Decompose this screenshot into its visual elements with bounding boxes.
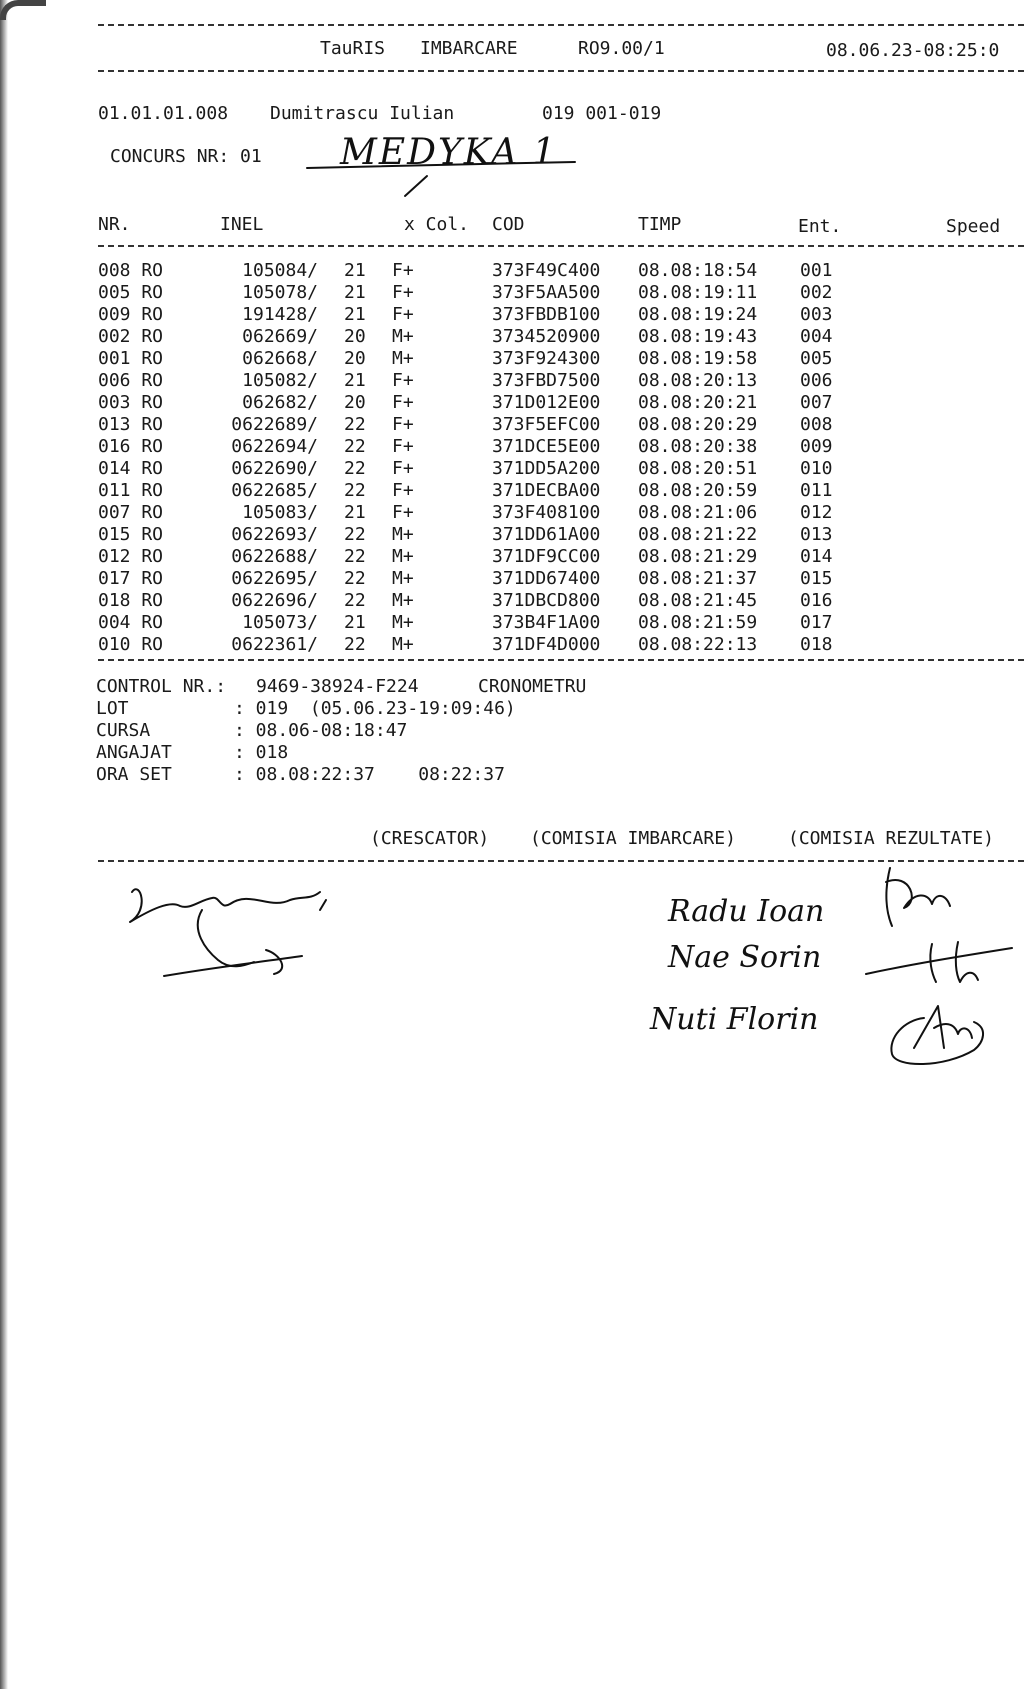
- owner-signature: [120, 870, 360, 990]
- cell-timp: 08.08:20:29: [638, 414, 758, 435]
- cell-inel: 062668/: [242, 348, 318, 369]
- scan-corner: [0, 0, 46, 20]
- cell-cod: 373B4F1A00: [492, 612, 601, 633]
- table-divider-top: [98, 245, 1024, 247]
- cell-cod: 371DECBA00: [492, 480, 601, 501]
- angajat-label: ANGAJAT: [96, 742, 172, 763]
- cell-yr: 20: [344, 348, 366, 369]
- caption-comisia-rezultate: (COMISIA REZULTATE): [788, 828, 994, 849]
- lot-label: LOT: [96, 698, 129, 719]
- cell-timp: 08.08:22:13: [638, 634, 758, 655]
- cell-yr: 22: [344, 568, 366, 589]
- cell-sex: F+: [392, 458, 414, 479]
- cell-timp: 08.08:21:29: [638, 546, 758, 567]
- cell-sex: M+: [392, 326, 414, 347]
- cell-inel: 0622689/: [231, 414, 318, 435]
- cell-inel: 0622694/: [231, 436, 318, 457]
- cell-ent: 004: [800, 326, 833, 347]
- cell-sex: M+: [392, 590, 414, 611]
- control-value: 9469-38924-F224: [256, 676, 419, 697]
- cell-inel: 0622695/: [231, 568, 318, 589]
- cell-nr: 010 RO: [98, 634, 164, 655]
- cell-ent: 005: [800, 348, 833, 369]
- cell-yr: 22: [344, 480, 366, 501]
- cell-nr: 011 RO: [98, 480, 164, 501]
- commission-signature-3: [884, 998, 1004, 1078]
- cell-ent: 013: [800, 524, 833, 545]
- header-divider-top: [98, 24, 1024, 26]
- cell-yr: 21: [344, 260, 366, 281]
- cell-yr: 22: [344, 634, 366, 655]
- cell-cod: 371D012E00: [492, 392, 601, 413]
- col-header-xcol: x Col.: [404, 214, 470, 235]
- cell-ent: 002: [800, 282, 833, 303]
- cell-yr: 20: [344, 326, 366, 347]
- cell-timp: 08.08:20:21: [638, 392, 758, 413]
- cell-cod: 371DD67400: [492, 568, 601, 589]
- commission-signature-2: [862, 930, 1022, 990]
- cell-ent: 001: [800, 260, 833, 281]
- cell-timp: 08.08:21:45: [638, 590, 758, 611]
- header-system: TauRIS: [320, 38, 386, 59]
- cell-nr: 001 RO: [98, 348, 164, 369]
- cell-nr: 017 RO: [98, 568, 164, 589]
- commission-signature-1: [880, 862, 960, 932]
- cell-timp: 08.08:20:51: [638, 458, 758, 479]
- cell-timp: 08.08:21:22: [638, 524, 758, 545]
- cell-nr: 014 RO: [98, 458, 164, 479]
- cell-ent: 016: [800, 590, 833, 611]
- cell-sex: F+: [392, 436, 414, 457]
- cell-yr: 22: [344, 414, 366, 435]
- cell-ent: 009: [800, 436, 833, 457]
- cell-ent: 014: [800, 546, 833, 567]
- cell-timp: 08.08:21:37: [638, 568, 758, 589]
- cell-inel: 062682/: [242, 392, 318, 413]
- cell-ent: 017: [800, 612, 833, 633]
- col-header-speed: Speed: [946, 216, 1001, 237]
- cell-inel: 0622696/: [231, 590, 318, 611]
- cell-timp: 08.08:19:24: [638, 304, 758, 325]
- cell-nr: 003 RO: [98, 392, 164, 413]
- cell-ent: 018: [800, 634, 833, 655]
- cell-inel: 191428/: [242, 304, 318, 325]
- col-header-cod: COD: [492, 214, 525, 235]
- cell-nr: 004 RO: [98, 612, 164, 633]
- angajat-value: : 018: [234, 742, 289, 763]
- col-header-nr: NR.: [98, 214, 131, 235]
- cell-cod: 371DD61A00: [492, 524, 601, 545]
- cell-timp: 08.08:20:13: [638, 370, 758, 391]
- cell-sex: F+: [392, 282, 414, 303]
- cell-inel: 0622693/: [231, 524, 318, 545]
- cell-timp: 08.08:19:43: [638, 326, 758, 347]
- cell-ent: 015: [800, 568, 833, 589]
- ora-set-label: ORA SET: [96, 764, 172, 785]
- control-label: CONTROL NR.:: [96, 676, 227, 697]
- caption-crescator: (CRESCATOR): [370, 828, 490, 849]
- cell-inel: 0622685/: [231, 480, 318, 501]
- cell-cod: 371DCE5E00: [492, 436, 601, 457]
- commission-name-1: Radu Ioan: [668, 894, 825, 929]
- header-code: RO9.00/1: [578, 38, 665, 59]
- cell-sex: M+: [392, 524, 414, 545]
- table-divider-bottom: [98, 659, 1024, 661]
- cell-cod: 3734520900: [492, 326, 601, 347]
- col-header-timp: TIMP: [638, 214, 682, 235]
- cell-cod: 373F408100: [492, 502, 601, 523]
- cell-ent: 010: [800, 458, 833, 479]
- cell-cod: 373F5EFC00: [492, 414, 601, 435]
- cell-inel: 0622361/: [231, 634, 318, 655]
- cell-cod: 371DD5A200: [492, 458, 601, 479]
- cell-yr: 21: [344, 304, 366, 325]
- header-datetime: 08.06.23-08:25:0: [826, 40, 1000, 61]
- cell-nr: 009 RO: [98, 304, 164, 325]
- cursa-value: : 08.06-08:18:47: [234, 720, 408, 741]
- cell-ent: 008: [800, 414, 833, 435]
- contest-handwritten-name: MEDYKA 1: [340, 132, 558, 173]
- cell-yr: 21: [344, 612, 366, 633]
- cell-ent: 003: [800, 304, 833, 325]
- col-header-ent: Ent.: [798, 216, 842, 237]
- cell-yr: 22: [344, 436, 366, 457]
- cell-sex: F+: [392, 414, 414, 435]
- cell-cod: 373FBD7500: [492, 370, 601, 391]
- cell-nr: 007 RO: [98, 502, 164, 523]
- cell-inel: 0622688/: [231, 546, 318, 567]
- cell-nr: 018 RO: [98, 590, 164, 611]
- cell-inel: 105083/: [242, 502, 318, 523]
- cell-timp: 08.08:20:59: [638, 480, 758, 501]
- cell-cod: 371DF4D000: [492, 634, 601, 655]
- cell-timp: 08.08:19:11: [638, 282, 758, 303]
- cell-nr: 005 RO: [98, 282, 164, 303]
- cell-inel: 105078/: [242, 282, 318, 303]
- col-header-inel: INEL: [220, 214, 264, 235]
- contest-underline: [305, 160, 585, 200]
- cell-inel: 062669/: [242, 326, 318, 347]
- cell-sex: F+: [392, 502, 414, 523]
- cell-sex: M+: [392, 634, 414, 655]
- cell-sex: M+: [392, 546, 414, 567]
- header-module: IMBARCARE: [420, 38, 518, 59]
- cell-inel: 105073/: [242, 612, 318, 633]
- scan-edge: [0, 0, 8, 1689]
- cell-nr: 016 RO: [98, 436, 164, 457]
- cell-inel: 105082/: [242, 370, 318, 391]
- cell-yr: 22: [344, 546, 366, 567]
- cell-inel: 0622690/: [231, 458, 318, 479]
- cell-cod: 373F49C400: [492, 260, 601, 281]
- cell-nr: 012 RO: [98, 546, 164, 567]
- cell-cod: 373F924300: [492, 348, 601, 369]
- cursa-label: CURSA: [96, 720, 151, 741]
- cell-sex: F+: [392, 392, 414, 413]
- commission-name-3: Nuti Florin: [650, 1002, 819, 1037]
- cell-yr: 20: [344, 392, 366, 413]
- cell-sex: M+: [392, 348, 414, 369]
- cell-timp: 08.08:21:06: [638, 502, 758, 523]
- owner-range: 019 001-019: [542, 103, 662, 124]
- cell-timp: 08.08:19:58: [638, 348, 758, 369]
- cell-sex: M+: [392, 568, 414, 589]
- cell-yr: 21: [344, 502, 366, 523]
- cell-yr: 21: [344, 370, 366, 391]
- commission-name-2: Nae Sorin: [668, 940, 822, 975]
- cell-nr: 015 RO: [98, 524, 164, 545]
- cell-yr: 22: [344, 590, 366, 611]
- cell-ent: 007: [800, 392, 833, 413]
- cell-timp: 08.08:21:59: [638, 612, 758, 633]
- cell-cod: 371DF9CC00: [492, 546, 601, 567]
- cell-inel: 105084/: [242, 260, 318, 281]
- cell-sex: F+: [392, 370, 414, 391]
- cell-sex: F+: [392, 480, 414, 501]
- cell-nr: 002 RO: [98, 326, 164, 347]
- header-divider-bottom: [98, 70, 1024, 72]
- cell-sex: M+: [392, 612, 414, 633]
- cell-ent: 006: [800, 370, 833, 391]
- cell-sex: F+: [392, 260, 414, 281]
- control-extra: CRONOMETRU: [478, 676, 587, 697]
- cell-timp: 08.08:20:38: [638, 436, 758, 457]
- cell-timp: 08.08:18:54: [638, 260, 758, 281]
- lot-value: : 019 (05.06.23-19:09:46): [234, 698, 516, 719]
- cell-cod: 371DBCD800: [492, 590, 601, 611]
- owner-name: Dumitrascu Iulian: [270, 103, 455, 124]
- caption-comisia-imbarcare: (COMISIA IMBARCARE): [530, 828, 736, 849]
- cell-nr: 006 RO: [98, 370, 164, 391]
- cell-yr: 22: [344, 458, 366, 479]
- cell-nr: 013 RO: [98, 414, 164, 435]
- owner-id: 01.01.01.008: [98, 103, 229, 124]
- cell-sex: F+: [392, 304, 414, 325]
- cell-cod: 373F5AA500: [492, 282, 601, 303]
- cell-cod: 373FBDB100: [492, 304, 601, 325]
- cell-yr: 22: [344, 524, 366, 545]
- contest-label: CONCURS NR: 01: [110, 146, 262, 167]
- cell-ent: 011: [800, 480, 833, 501]
- cell-yr: 21: [344, 282, 366, 303]
- ora-set-value: : 08.08:22:37 08:22:37: [234, 764, 505, 785]
- cell-nr: 008 RO: [98, 260, 164, 281]
- cell-ent: 012: [800, 502, 833, 523]
